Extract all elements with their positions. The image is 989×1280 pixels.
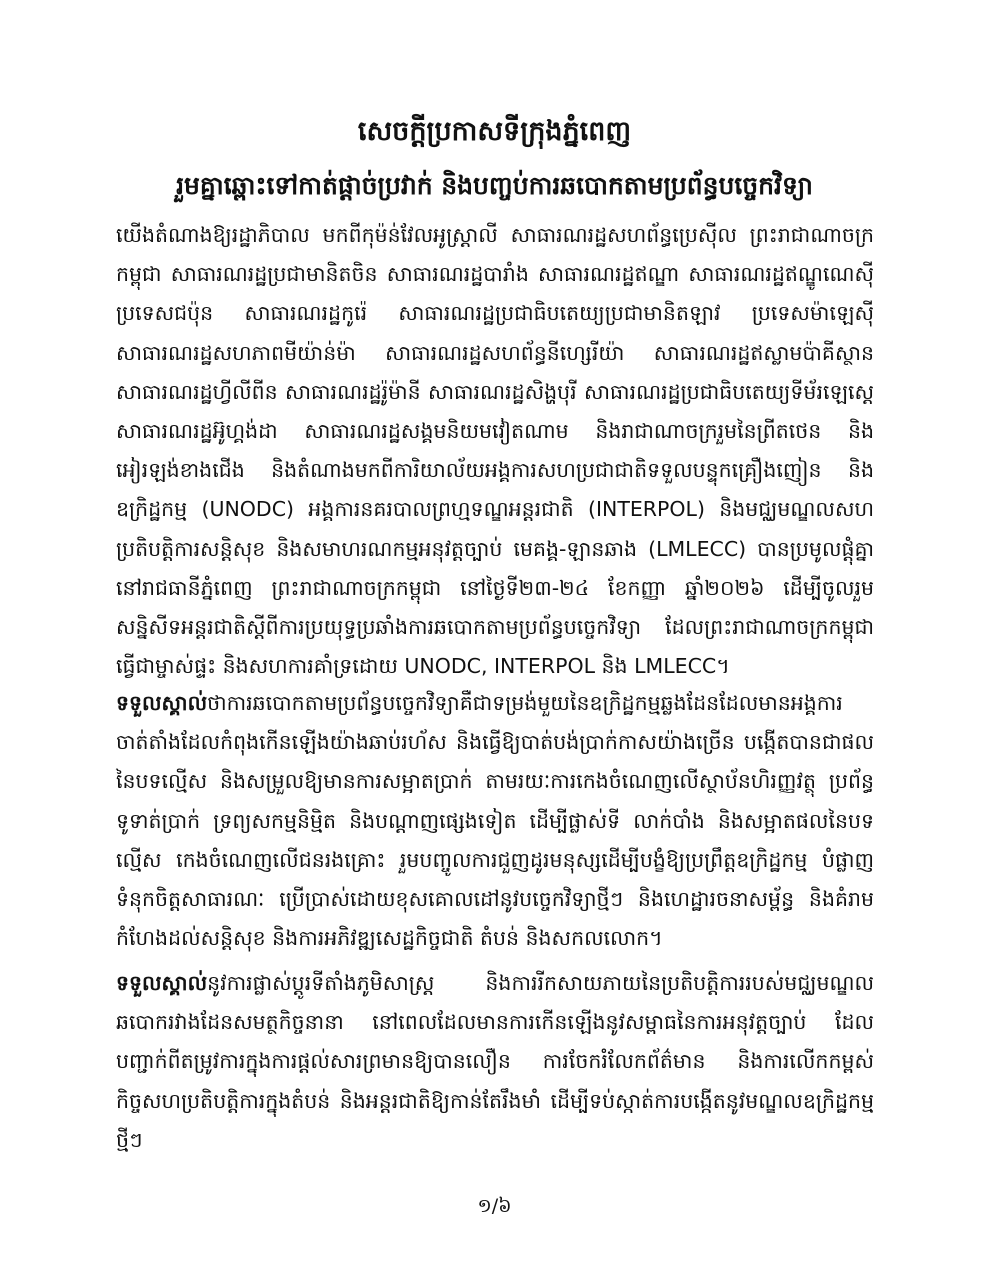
paragraph-3	[116, 964, 874, 1160]
paragraph-3-text: នូវការផ្លាស់ប្តូរទីតាំងភូមិសាស្ត្រ និងការរីកសាយភាយនៃប្រតិបត្តិការរបស់មជ្ឈមណ្ឌលឆបោករវាងដែនសមត្ថកិច្ចនានា នៅពេលដែលមានការកើនឡើងនូវសម្ពាធនៃការអនុវត្តច្បាប់ ដែលបញ្ជាក់ពីតម្រូវការក្នុងការផ្តល់សារព្រមានឱ្យបានលឿន ការចែករំលែកព័ត៌មាន និងការលើកកម្ពស់កិច្ចសហប្រតិបត្តិការក្នុងតំបន់ និងអន្តរជាតិឱ្យកាន់តែរឹងមាំ ដើម្បីទប់ស្កាត់ការបង្កើតនូវមណ្ឌលឧក្រិដ្ឋកម្មថ្មីៗ	[116, 971, 874, 1152]
document-title: សេចក្តីប្រកាសទីក្រុងភ្នំពេញ	[357, 116, 632, 147]
paragraph-1	[116, 216, 874, 686]
paragraph-2	[116, 684, 874, 958]
paragraph-2-lead: ទទួលស្គាល់	[116, 691, 208, 715]
paragraph-1-text: យើងតំណាងឱ្យរដ្ឋាភិបាល មកពីកុម៉ន់វែលអូស្ត្រាលី សាធារណរដ្ឋសហព័ន្ធប្រេស៊ីល ព្រះរាជាណាចក្រកម្ពុជា សាធារណរដ្ឋប្រជាមានិតចិន សាធារណរដ្ឋបារាំង សាធារណរដ្ឋឥណ្ឌា សាធារណរដ្ឋឥណ្ឌូណេស៊ី ប្រទេសជប៉ុន សាធារណរដ្ឋកូរ៉េ សាធារណរដ្ឋប្រជាធិបតេយ្យប្រជាមានិតឡាវ ប្រទេសម៉ាឡេស៊ី សាធារណរដ្ឋសហភាពមីយ៉ាន់ម៉ា សាធារណរដ្ឋសហព័ន្ធនីហ្សេរីយ៉ា សាធារណរដ្ឋឥស្លាមប៉ាគីស្ថាន សាធារណរដ្ឋហ្វីលីពីន សាធារណរដ្ឋរ៉ូម៉ានី សាធារណរដ្ឋសិង្ហបុរី សាធារណរដ្ឋប្រជាធិបតេយ្យទីម័រឡេស្តេ សាធារណរដ្ឋអ៊ូហ្គង់ដា សាធារណរដ្ឋសង្គមនិយមវៀតណាម និងរាជាណាចក្ររួមនៃព្រីតថេន និងអៀរឡង់ខាងជើង និងតំណាងមកពីការិយាល័យអង្គការសហប្រជាជាតិទទួលបន្ទុកគ្រឿងញៀន និងឧក្រិដ្ឋកម្ម (UNODC) អង្គការនគរបាលព្រហ្មទណ្ឌអន្តរជាតិ (INTERPOL) និងមជ្ឈមណ្ឌលសហប្រតិបត្តិការសន្តិសុខ និងសមាហរណកម្មអនុវត្តច្បាប់ មេគង្គ-ឡានឆាង (LMLECC) បានប្រមូលផ្តុំគ្នានៅរាជធានីភ្នំពេញ ព្រះរាជាណាចក្រកម្ពុជា នៅថ្ងៃទី២៣-២៤ ខែកញ្ញា ឆ្នាំ២០២៦ ដើម្បីចូលរួមសន្និសីទអន្តរជាតិស្តីពីការប្រយុទ្ធប្រឆាំងការឆបោកតាមប្រព័ន្ធបច្ចេកវិទ្យា ដែលព្រះរាជាណាចក្រកម្ពុជាធ្វើជាម្ចាស់ផ្ទះ និងសហការគាំទ្រដោយ UNODC, INTERPOL និង LMLECC។	[116, 223, 874, 679]
document-subtitle: រួមគ្នាឆ្ពោះទៅកាត់ផ្តាច់ប្រវាក់ និងបញ្ចប់ការឆបោកតាមប្រព័ន្ធបច្ចេកវិទ្យា	[176, 171, 813, 200]
paragraph-3-lead: ទទួលស្គាល់	[116, 971, 208, 995]
paragraph-2-text: ថាការឆបោកតាមប្រព័ន្ធបច្ចេកវិទ្យាគឺជាទម្រង់មួយនៃឧក្រិដ្ឋកម្មឆ្លងដែនដែលមានអង្គការចាត់តាំងដែលកំពុងកើនឡើងយ៉ាងឆាប់រហ័ស និងធ្វើឱ្យបាត់បង់ប្រាក់កាសយ៉ាងច្រើន បង្កើតបានជាផលនៃបទល្មើស និងសម្រួលឱ្យមានការសម្អាតប្រាក់ តាមរយៈការកេងចំណេញលើស្ថាប័នហិរញ្ញវត្ថុ ប្រព័ន្ធទូទាត់ប្រាក់ ទ្រព្យសកម្មនិម្មិត និងបណ្តាញផ្សេងទៀត ដើម្បីផ្លាស់ទី លាក់បាំង និងសម្អាតផលនៃបទល្មើស កេងចំណេញលើជនរងគ្រោះ រួមបញ្ចូលការជួញដូរមនុស្សដើម្បីបង្ខំឱ្យប្រព្រឹត្តឧក្រិដ្ឋកម្ម បំផ្លាញទំនុកចិត្តសាធារណៈ ប្រើប្រាស់ដោយខុសគោលដៅនូវបច្ចេកវិទ្យាថ្មីៗ និងហេដ្ឋារចនាសម្ព័ន្ធ និងគំរាមកំហែងដល់សន្តិសុខ និងការអភិវឌ្ឍសេដ្ឋកិច្ចជាតិ តំបន់ និងសកលលោក។	[116, 691, 874, 951]
page-number: ១/៦	[477, 1195, 512, 1217]
